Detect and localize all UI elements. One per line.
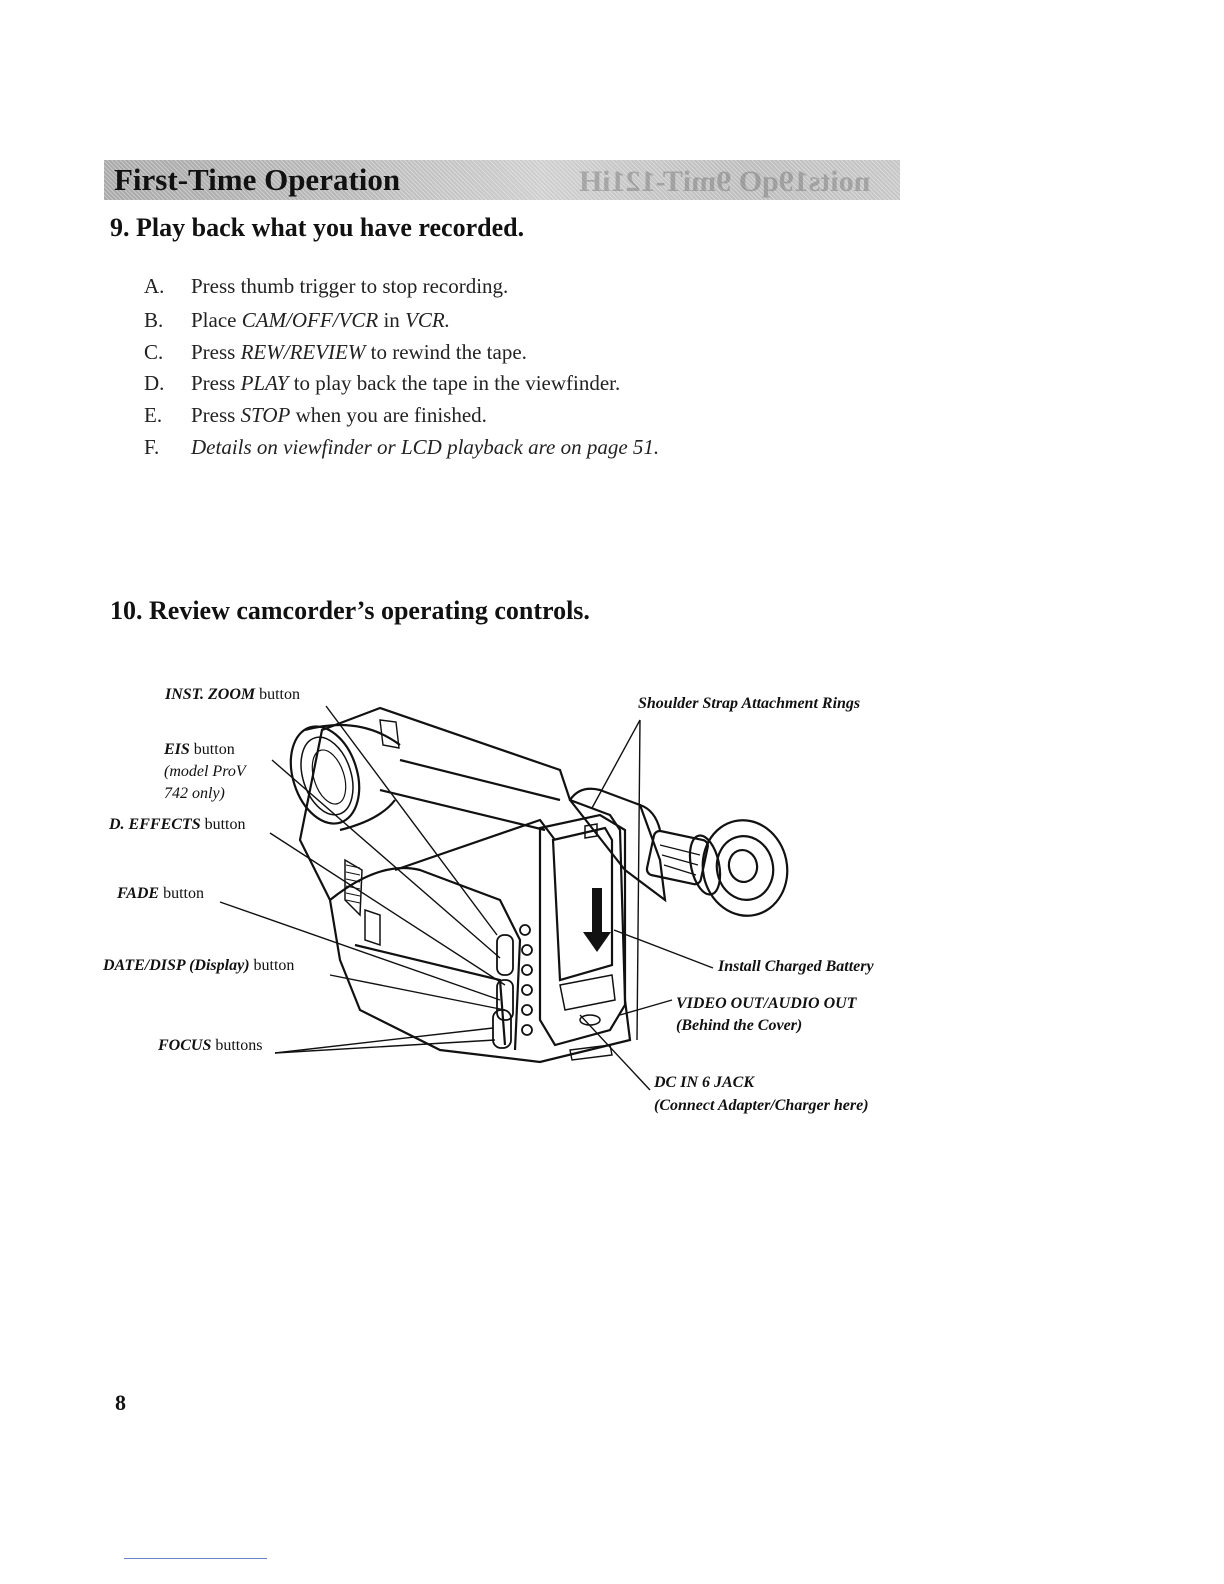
label-fade: FADE button [117,885,204,902]
side-buttons [493,925,532,1048]
viewfinder [570,789,796,924]
label-date-disp: DATE/DISP (Display) button [103,957,295,974]
label-eis: EIS button [164,741,235,758]
step10-heading: 10. Review camcorder’s operating controls. [110,596,590,625]
label-eis-note-2: 742 only) [164,785,225,802]
bottom-rule [124,1558,267,1559]
banner-bleed-text: noits19qO 9miT-121iH [578,165,870,198]
lens [279,718,400,833]
label-focus: FOCUS buttons [158,1037,263,1054]
label-d-effects: D. EFFECTS button [109,816,246,833]
label-video-out: VIDEO OUT/AUDIO OUT [676,995,857,1012]
label-dc-in-note: (Connect Adapter/Charger here) [654,1097,869,1114]
step9-heading: 9. Play back what you have recorded. [110,213,525,242]
battery [540,815,625,1060]
label-shoulder-strap: Shoulder Strap Attachment Rings [638,695,861,712]
page-number: 8 [115,1390,126,1415]
insert-arrow [583,888,611,952]
label-eis-note-1: (model ProV [164,763,246,780]
label-dc-in: DC IN 6 JACK [654,1074,755,1091]
label-video-out-note: (Behind the Cover) [676,1017,803,1034]
label-inst-zoom: INST. ZOOM button [165,686,300,703]
label-install-battery: Install Charged Battery [718,958,874,975]
leader-lines [220,706,713,1090]
section-title: First-Time Operation [114,162,401,197]
